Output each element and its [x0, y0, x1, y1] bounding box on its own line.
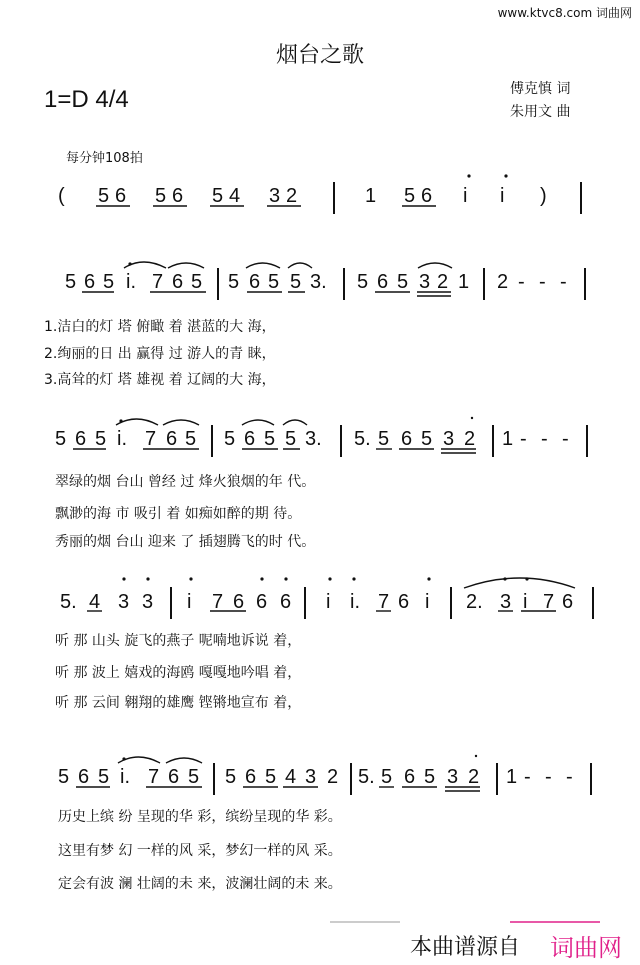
note: 6 [421, 185, 433, 207]
note: 6 [245, 766, 257, 788]
note: 2. [466, 591, 483, 613]
note: 5 [290, 271, 302, 293]
song-title: 烟台之歌 [275, 43, 364, 68]
repeat-open: ( [58, 185, 65, 207]
note: 7 [543, 591, 555, 613]
note: 6 [398, 591, 410, 613]
lyric-verse-3: 秀丽的烟 台山 迎来 了 插翅腾飞的时 代。 [55, 534, 316, 550]
lyricist-credit: 傅克慎 词 [510, 81, 571, 97]
note: 3 [269, 185, 281, 207]
note: 5 [268, 271, 280, 293]
note: 6 [249, 271, 261, 293]
note: 5 [378, 428, 390, 450]
note: 6 [168, 766, 180, 788]
note: 5 [103, 271, 115, 293]
note: 5 [65, 271, 77, 293]
dash: - [524, 766, 531, 788]
note: 6 [172, 185, 184, 207]
note: 1 [502, 428, 514, 450]
note: 3 [447, 766, 459, 788]
note: 5 [155, 185, 167, 207]
note: 2 [468, 766, 480, 788]
note: 5 [225, 766, 237, 788]
note: i. [117, 428, 127, 450]
note: 5 [185, 428, 197, 450]
note: 2 [497, 271, 509, 293]
dash: - [545, 766, 552, 788]
lyric-verse-2: 这里有梦 幻 一样的风 采，梦幻一样的风 采。 [58, 843, 342, 859]
note: 3 [305, 766, 317, 788]
note: 5. [354, 428, 371, 450]
note: 1 [365, 185, 377, 207]
note: 7 [212, 591, 224, 613]
note: 3 [142, 591, 154, 613]
lyric-verse-1: 听 那 山头 旋飞的燕子 呢喃地诉说 着， [55, 633, 302, 649]
note: 5 [404, 185, 416, 207]
note: i [187, 591, 192, 613]
note: i [326, 591, 331, 613]
note: 2 [327, 766, 339, 788]
note: 5 [424, 766, 436, 788]
note: i [425, 591, 430, 613]
note: 6 [115, 185, 127, 207]
note: 5 [212, 185, 224, 207]
note: 5 [265, 766, 277, 788]
note: 3. [310, 271, 327, 293]
note: 4 [285, 766, 297, 788]
note: 3 [118, 591, 130, 613]
note: i [523, 591, 528, 613]
note: 2 [286, 185, 298, 207]
note: 3. [305, 428, 322, 450]
note: 7 [152, 271, 164, 293]
dash: - [560, 271, 567, 293]
dash: - [539, 271, 546, 293]
dash: - [518, 271, 525, 293]
note: 6 [166, 428, 178, 450]
note: 3 [500, 591, 512, 613]
note: 5 [55, 428, 67, 450]
lyric-verse-2: 听 那 波上 嬉戏的海鸥 嘎嘎地吟唱 着， [55, 665, 302, 681]
note: 1 [506, 766, 518, 788]
note: 5 [95, 428, 107, 450]
note: 6 [562, 591, 574, 613]
lyric-verse-2: 飘渺的海 市 吸引 着 如痴如醉的期 待。 [55, 506, 302, 522]
site-watermark: www.ktvc8.com 词曲网 [497, 6, 632, 20]
note: i [463, 185, 468, 207]
note: 6 [256, 591, 268, 613]
note: 5 [357, 271, 369, 293]
note: 4 [89, 591, 101, 613]
note: i [500, 185, 505, 207]
note: 5 [421, 428, 433, 450]
note: 7 [145, 428, 157, 450]
composer-credit: 朱用文 曲 [510, 104, 571, 120]
note: 5 [264, 428, 276, 450]
lyric-verse-1: 1.洁白的灯 塔 俯瞰 着 湛蓝的大 海， [44, 319, 276, 335]
dash: - [541, 428, 548, 450]
note: 5 [98, 185, 110, 207]
note: 5 [58, 766, 70, 788]
note: 2 [437, 271, 449, 293]
note: 6 [377, 271, 389, 293]
note: 1 [458, 271, 470, 293]
note: 6 [172, 271, 184, 293]
note: 6 [75, 428, 87, 450]
note: 6 [280, 591, 292, 613]
key-signature: 1=D 4/4 [44, 86, 129, 113]
note: 6 [244, 428, 256, 450]
note: 5 [381, 766, 393, 788]
note: i. [120, 766, 130, 788]
note: 6 [84, 271, 96, 293]
repeat-close: ) [540, 185, 547, 207]
note: 7 [378, 591, 390, 613]
note: 5 [228, 271, 240, 293]
lyric-verse-3: 3.高耸的灯 塔 雄视 着 辽阔的大 海， [44, 372, 276, 388]
note: 5. [60, 591, 77, 613]
note: 6 [233, 591, 245, 613]
note: 5 [397, 271, 409, 293]
note: 5 [224, 428, 236, 450]
footer-source: 本曲谱源自 [410, 935, 521, 960]
note: 6 [404, 766, 416, 788]
dash: - [562, 428, 569, 450]
note: i. [350, 591, 360, 613]
dash: - [566, 766, 573, 788]
note: 3 [443, 428, 455, 450]
lyric-verse-1: 历史上缤 纷 呈现的华 彩，缤纷呈现的华 彩。 [58, 809, 342, 825]
note: 5 [285, 428, 297, 450]
dash: - [520, 428, 527, 450]
lyric-verse-3: 听 那 云间 翱翔的雄鹰 铿锵地宣布 着， [55, 695, 302, 711]
note: 5 [191, 271, 203, 293]
lyric-verse-3: 定会有波 澜 壮阔的未 来，波澜壮阔的未 来。 [58, 876, 342, 892]
note: 6 [78, 766, 90, 788]
note: 3 [419, 271, 431, 293]
note: 5 [98, 766, 110, 788]
note: 7 [148, 766, 160, 788]
note: i. [126, 271, 136, 293]
note: 2 [464, 428, 476, 450]
footer-brand[interactable]: 词曲网 [550, 934, 622, 962]
tempo-marking: 每分钟108拍 [66, 151, 143, 166]
note: 5 [188, 766, 200, 788]
lyric-verse-1: 翠绿的烟 台山 曾经 过 烽火狼烟的年 代。 [55, 474, 316, 490]
note: 5. [358, 766, 375, 788]
note: 6 [401, 428, 413, 450]
lyric-verse-2: 2.绚丽的日 出 赢得 过 游人的青 睐， [44, 346, 276, 362]
note: 4 [229, 185, 241, 207]
